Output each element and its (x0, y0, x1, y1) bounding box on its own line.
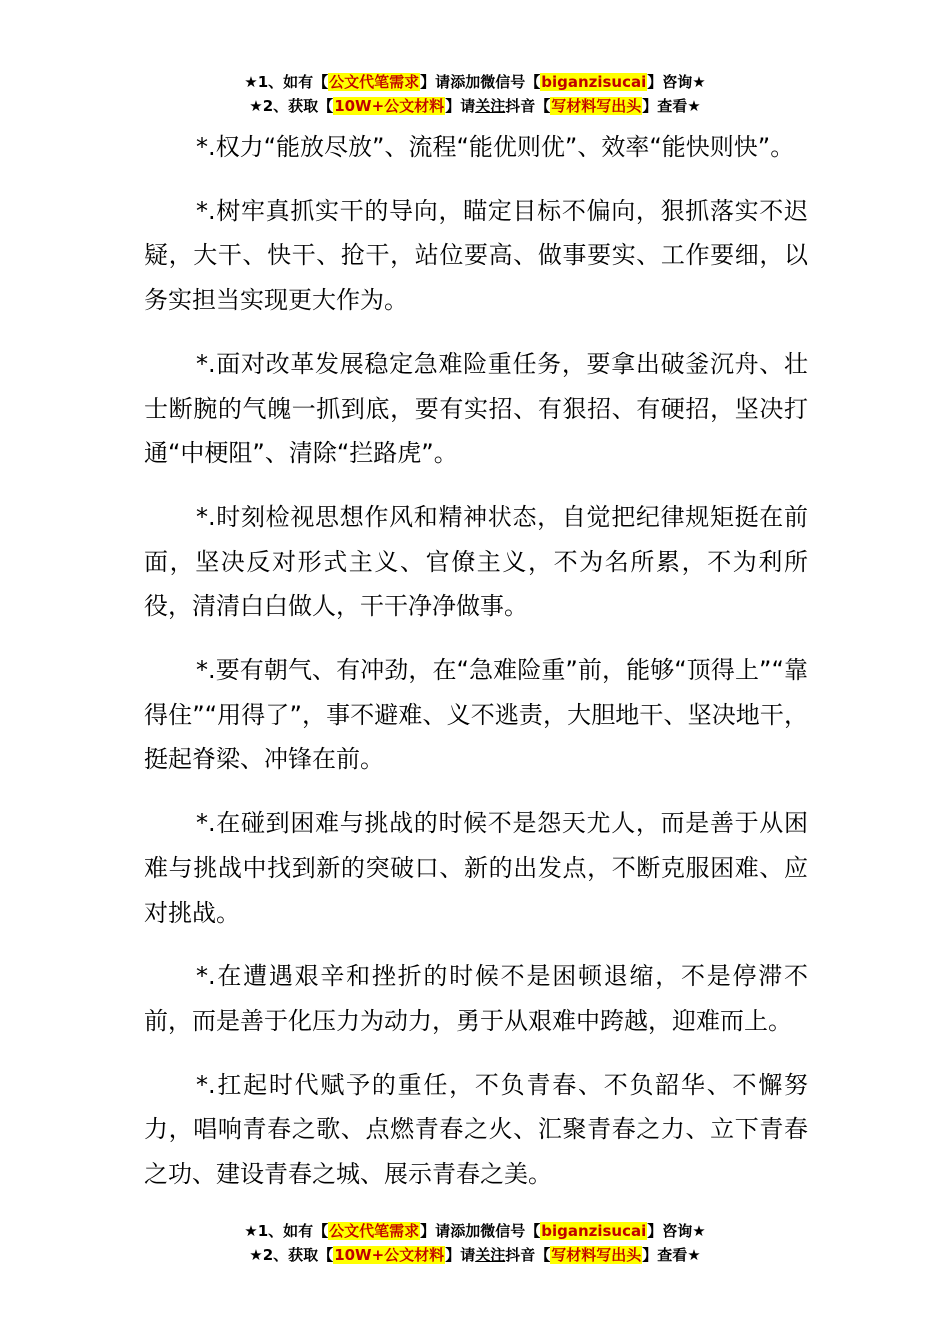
body-paragraph: *.扛起时代赋予的重任，不负青春、不负韶华、不懈努力，唱响青春之歌、点燃青春之火、汇聚青春之力、立下青春之功、建设青春之城、展示青春之美。 (144, 1070, 808, 1189)
promo-text: 】咨询★ (647, 73, 706, 91)
promo-highlight: biganzisucai (541, 1222, 647, 1240)
promo-text: 抖音【 (505, 97, 551, 115)
footer-promo-line-2 (0, 1243, 950, 1267)
promo-text: 】请 (420, 73, 451, 91)
body-paragraph: *.权力“能放尽放”、流程“能优则优”、效率“能快则快”。 (196, 133, 795, 161)
promo-highlight: 写材料写出头 (551, 1246, 642, 1264)
promo-emphasis: 添加 (450, 1222, 481, 1240)
promo-text: 】请 (445, 97, 476, 115)
promo-emphasis: 添加 (450, 73, 481, 91)
promo-text: 抖音【 (505, 1246, 551, 1264)
promo-highlight: 10W+公文材料 (334, 1246, 445, 1264)
header-promo-banner (0, 70, 950, 118)
body-paragraph: *.要有朝气、有冲劲，在“急难险重”前，能够“顶得上”“靠得住”“用得了”，事不避难、义不逃责，大胆地干、坚决地干，挺起脊梁、冲锋在前。 (144, 656, 808, 774)
promo-text: ★1、如有【 (244, 1222, 329, 1240)
header-promo-line-1 (0, 70, 950, 94)
promo-text: 微信号【 (480, 73, 541, 91)
promo-highlight: 10W+公文材料 (334, 97, 445, 115)
body-paragraph: *.在碰到困难与挑战的时候不是怨天尤人，而是善于从困难与挑战中找到新的突破口、新的出发点，不断克服困难、应对挑战。 (144, 809, 808, 927)
body-paragraph: *.树牢真抓实干的导向，瞄定目标不偏向，狠抓落实不迟疑，大干、快干、抢干，站位要高、做事要实、工作要细，以务实担当实现更大作为。 (144, 196, 808, 315)
promo-text: 】查看★ (642, 97, 701, 115)
promo-text: 微信号【 (480, 1222, 541, 1240)
promo-text: ★2、获取【 (249, 97, 334, 115)
promo-text: ★2、获取【 (249, 1246, 334, 1264)
promo-highlight: 公文代笔需求 (329, 1222, 420, 1240)
header-promo-line-2 (0, 94, 950, 118)
body-paragraph: *.在遭遇艰辛和挫折的时候不是困顿退缩，不是停滞不前，而是善于化压力为动力，勇于从艰难中跨越，迎难而上。 (144, 962, 808, 1035)
footer-promo-banner (0, 1219, 950, 1267)
promo-highlight: 公文代笔需求 (329, 73, 420, 91)
footer-promo-line-1 (0, 1219, 950, 1243)
promo-text: 】请 (445, 1246, 476, 1264)
promo-emphasis: 关注 (475, 97, 506, 115)
promo-text: 】咨询★ (647, 1222, 706, 1240)
document-body (144, 125, 808, 1216)
promo-emphasis: 关注 (475, 1246, 506, 1264)
body-paragraph: *.时刻检视思想作风和精神状态，自觉把纪律规矩挺在前面，坚决反对形式主义、官僚主义，不为名所累，不为利所役，清清白白做人，干干净净做事。 (144, 502, 808, 621)
body-paragraph: *.面对改革发展稳定急难险重任务，要拿出破釜沉舟、壮士断腕的气魄一抓到底，要有实招、有狠招、有硬招，坚决打通“中梗阻”、清除“拦路虎”。 (144, 349, 808, 468)
promo-text: ★1、如有【 (244, 73, 329, 91)
promo-highlight: biganzisucai (541, 73, 647, 91)
promo-text: 】请 (420, 1222, 451, 1240)
promo-text: 】查看★ (642, 1246, 701, 1264)
promo-highlight: 写材料写出头 (551, 97, 642, 115)
